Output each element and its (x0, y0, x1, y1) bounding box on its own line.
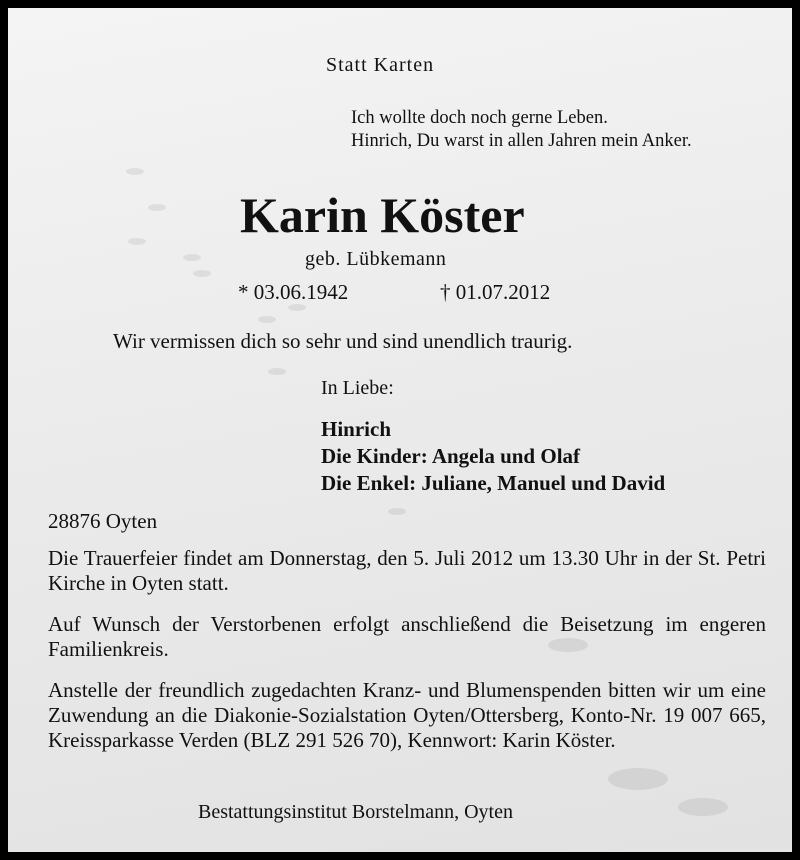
death-date: † 01.07.2012 (440, 280, 551, 304)
family-member: Hinrich (321, 417, 392, 441)
mourning-message: Wir vermissen dich so sehr und sind unendlich traurig. (113, 329, 573, 353)
quote (351, 107, 692, 153)
birth-date: * 03.06.1942 (238, 280, 349, 304)
deceased-name: Karin Köster (240, 187, 525, 243)
in-love-label: In Liebe: (321, 377, 394, 399)
burial-paragraph: Auf Wunsch der Verstorbenen erfolgt anschließend die Beisetzung im engeren Familienkreis. (48, 612, 766, 661)
quote-line-1: Ich wollte doch noch gerne Leben. (351, 108, 608, 128)
family-member: Die Enkel: Juliane, Manuel und David (321, 471, 666, 495)
maiden-name: geb. Lübkemann (305, 248, 447, 270)
family-member: Die Kinder: Angela und Olaf (321, 444, 581, 468)
quote-line-2: Hinrich, Du warst in allen Jahren mein Anker. (351, 131, 692, 151)
funeral-home: Bestattungsinstitut Borstelmann, Oyten (198, 801, 513, 823)
header-statt-karten: Statt Karten (326, 54, 435, 76)
obituary-notice (8, 8, 792, 852)
city: 28876 Oyten (48, 509, 158, 533)
ceremony-paragraph: Die Trauerfeier findet am Donnerstag, den 5. Juli 2012 um 13.30 Uhr in der St. Petri Kirche in Oyten statt. (48, 546, 766, 595)
family-list (321, 416, 665, 497)
donation-paragraph: Anstelle der freundlich zugedachten Kranz- und Blumenspenden bitten wir um eine Zuwendung an die Diakonie-Sozialstation Oyten/Ottersberg, Konto-Nr. 19 007 665, Kreissparkasse Verden (BLZ 291 526 70), Kennwort: Karin Köster. (48, 678, 766, 752)
